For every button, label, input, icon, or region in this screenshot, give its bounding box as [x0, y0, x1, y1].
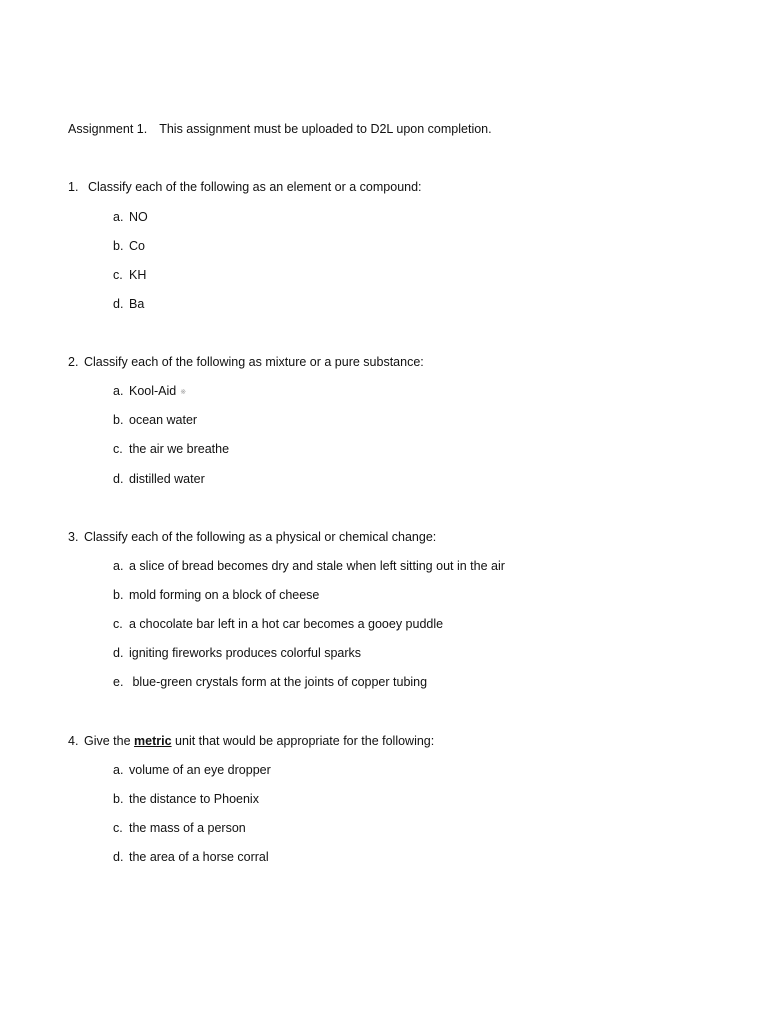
assignment-header	[68, 122, 492, 136]
list-item: d. igniting fireworks produces colorful sparks	[113, 646, 362, 660]
list-item: c. the air we breathe	[113, 442, 230, 456]
assignment-title: Assignment 1.	[68, 122, 148, 136]
list-item: a. a slice of bread becomes dry and stale when left sitting out in the air	[113, 559, 505, 573]
emphasized-word: metric	[134, 734, 172, 748]
list-item: b. Co	[113, 239, 145, 253]
question-number: 3.	[68, 530, 79, 544]
list-item: c. KH	[113, 268, 147, 282]
question-4-prompt: 4. Give the metric unit that would be appropriate for the following:	[68, 734, 435, 748]
list-item: e. blue-green crystals form at the joints of copper tubing	[113, 675, 428, 689]
list-item: c. the mass of a person	[113, 821, 246, 835]
question-text: Classify each of the following as a physical or chemical change:	[84, 530, 437, 544]
list-item: d. Ba	[113, 297, 145, 311]
list-item: a. Kool-Aid ※	[113, 384, 187, 398]
list-item: c. a chocolate bar left in a hot car becomes a gooey puddle	[113, 617, 444, 631]
question-number: 2.	[68, 355, 79, 369]
question-number: 4.	[68, 734, 79, 748]
question-text: Classify each of the following as an element or a compound:	[88, 180, 422, 194]
question-3-prompt	[68, 530, 436, 544]
list-item: d. distilled water	[113, 472, 205, 486]
question-number: 1.	[68, 180, 79, 194]
comment-marker-icon[interactable]: ※	[180, 388, 187, 396]
list-item: b. mold forming on a block of cheese	[113, 588, 320, 602]
list-item: d. the area of a horse corral	[113, 850, 269, 864]
question-2-prompt	[68, 355, 424, 369]
assignment-note: This assignment must be uploaded to D2L upon completion.	[159, 122, 492, 136]
list-item: a. NO	[113, 210, 148, 224]
question-1-prompt	[68, 180, 422, 194]
list-item: b. ocean water	[113, 413, 198, 427]
list-item: b. the distance to Phoenix	[113, 792, 259, 806]
question-text: Classify each of the following as mixture or a pure substance:	[84, 355, 424, 369]
list-item: a. volume of an eye dropper	[113, 763, 271, 777]
